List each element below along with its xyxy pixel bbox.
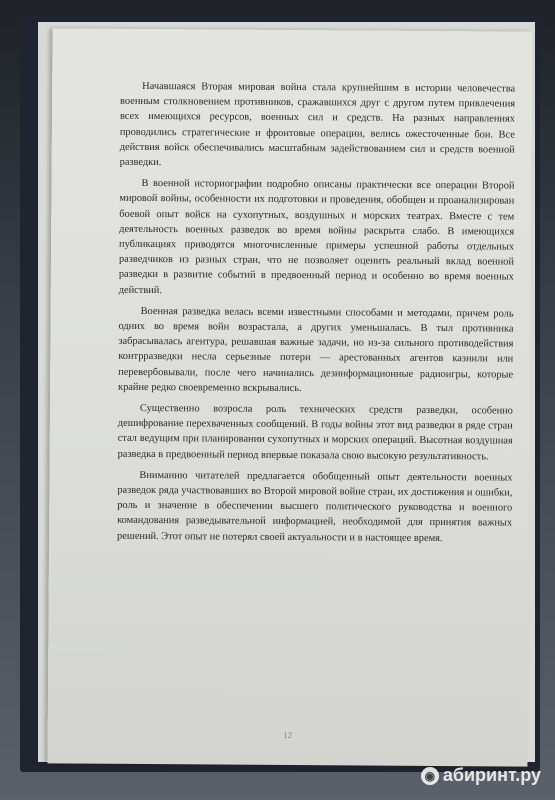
page-text [117,79,515,553]
book-page [47,28,532,766]
paragraph-4: Существенно возросла роль технических средств разведки, особенно дешифрование перехваченных сообщений. В годы войны этот вид разведки в ряде стран стал ведущим при планировании сухопутных и морских операций. Высотная воздушная разведка в предвоенный период впервые показала свою высокую результативность. [117,403,513,463]
paragraph-2: В военной историографии подробно описаны практически все операции Второй мировой войны, особенности их подготовки и проведения, обобщен и проанализирован боевой опыт войск на сухопутных, воздушных и морских театрах. Вместе с тем деятельность военных разведок во время войны раскрыта слабо. В имеющихся публикациях приводятся многочисленные примеры успешной работы отдельных разведчиков из разных стран, что не позволяет оценить реальный вклад военной разведки в развитие событий в предвоенный период и особенно во время военных действий. [118,178,515,296]
watermark [421,765,541,786]
paragraph-5: Вниманию читателей предлагается обобщенный опыт деятельности военных разведок ряда участвовавших во Второй мировой войне стран, их достижения и ошибки, роль и значение в обеспечении высшего политического руководства и военного командования разведывательной информацией, необходимой для принятия важных решений. Этот опыт не потерял своей актуальности и в настоящее время. [116,469,513,544]
paragraph-1: Начавшаяся Вторая мировая война стала крупнейшим в истории человечества военным столкновением противников, сражавшихся друг с другом путем привлечения всех имеющихся ресурсов, военных сил и средств. На разных направлениях проводились стратегические и фронтовые операции, велись ожесточенные бои. Все действия войск обеспечивались масштабным задействованием сил и средств военной разведки. [119,80,516,169]
paragraph-3: Военная разведка велась всеми известными способами и методами, причем роль одних во время войн возрастала, а других уменьшалась. В тыл противника забрасывалась агентура, решавшая важные задачи, но из-за сильного противодействия контрразведки несла серьезные потери — арестованных агентов казнили или перевербовывали, после чего начинались дезинформационные радиоигры, которые крайне редко своевременно вскрывались. [118,305,514,394]
labirint-logo-icon: ◉ [421,767,439,785]
page-number: 12 [283,729,293,741]
watermark-text: абиринт.ру [442,765,541,785]
